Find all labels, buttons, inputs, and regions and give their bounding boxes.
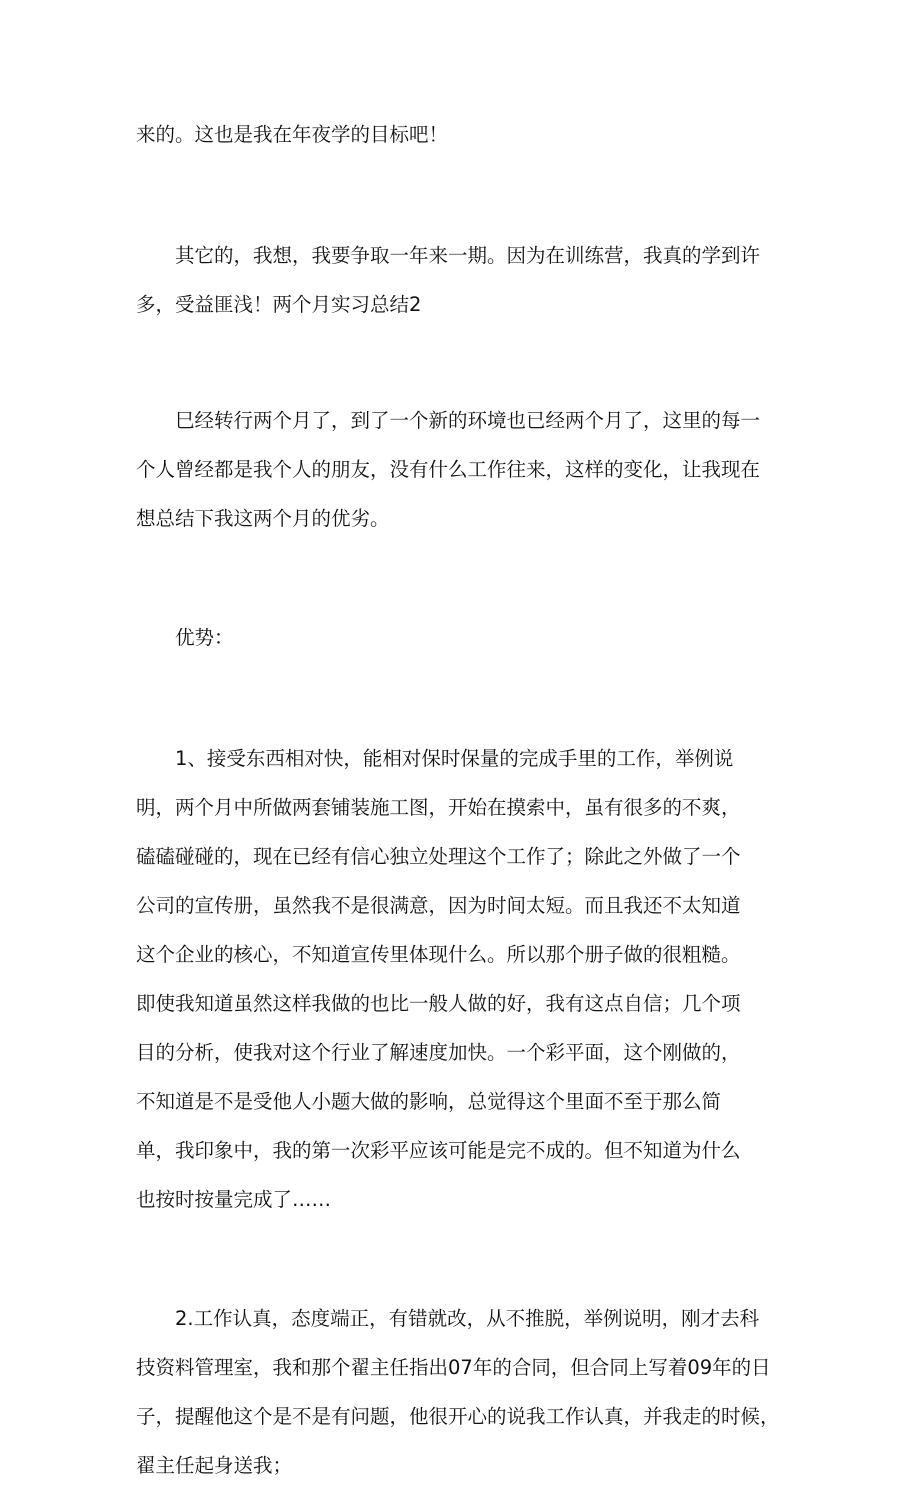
text-line: 公司的宣传册，虽然我不是很满意，因为时间太短。而且我还不太知道 [136,894,741,917]
text-line: 目的分析，使我对这个行业了解速度加快。一个彩平面，这个刚做的， [136,1041,741,1064]
document-body [136,110,786,1490]
paragraph-5 [136,734,786,1224]
text-line: 即使我知道虽然这样我做的也比一般人做的好，我有这点自信；几个项 [136,992,741,1015]
paragraph-4 [136,613,786,662]
text-line: 这个企业的核心，不知道宣传里体现什么。所以那个册子做的很粗糙。 [136,943,741,966]
paragraph-gap [136,543,786,613]
paragraph-gap [136,662,786,734]
paragraph-gap [136,329,786,396]
text-line: 明，两个月中所做两套铺装施工图，开始在摸索中，虽有很多的不爽， [136,796,741,819]
text-line: 个人曾经都是我个人的朋友，没有什么工作往来，这样的变化，让我现在 [136,458,761,481]
text-line: 也按时按量完成了…… [136,1188,332,1211]
text-line: 子，提醒他这个是不是有问题，他很开心的说我工作认真，并我走的时候， [136,1405,780,1428]
text-line: 多，受益匪浅！两个月实习总结2 [136,293,422,316]
text-line: 2.工作认真，态度端正，有错就改，从不推脱，举例说明，刚才去科 [175,1307,760,1330]
text-line: 来的。这也是我在年夜学的目标吧！ [136,123,449,146]
text-line: 其它的，我想，我要争取一年来一期。因为在训练营，我真的学到许 [175,244,761,267]
paragraph-gap [136,1224,786,1294]
text-line: 技资料管理室，我和那个翟主任指出07年的合同，但合同上写着09年的日 [136,1356,771,1379]
text-line: 想总结下我这两个月的优劣。 [136,507,390,530]
section-heading: 优势： [175,626,234,649]
text-line: 单，我印象中，我的第一次彩平应该可能是完不成的。但不知道为什么 [136,1139,741,1162]
paragraph-2 [136,231,786,329]
text-line: 巳经转行两个月了，到了一个新的环境也已经两个月了，这里的每一 [175,409,761,432]
text-line: 磕磕碰碰的，现在已经有信心独立处理这个工作了；除此之外做了一个 [136,845,741,868]
paragraph-gap [136,159,786,231]
paragraph-3 [136,396,786,543]
text-line: 不知道是不是受他人小题大做的影响，总觉得这个里面不至于那么简 [136,1090,722,1113]
text-line: 1、接受东西相对快，能相对保时保量的完成手里的工作，举例说 [175,747,734,770]
text-line: 翟主任起身送我； [136,1454,293,1477]
paragraph-1 [136,110,786,159]
paragraph-6 [136,1294,786,1490]
